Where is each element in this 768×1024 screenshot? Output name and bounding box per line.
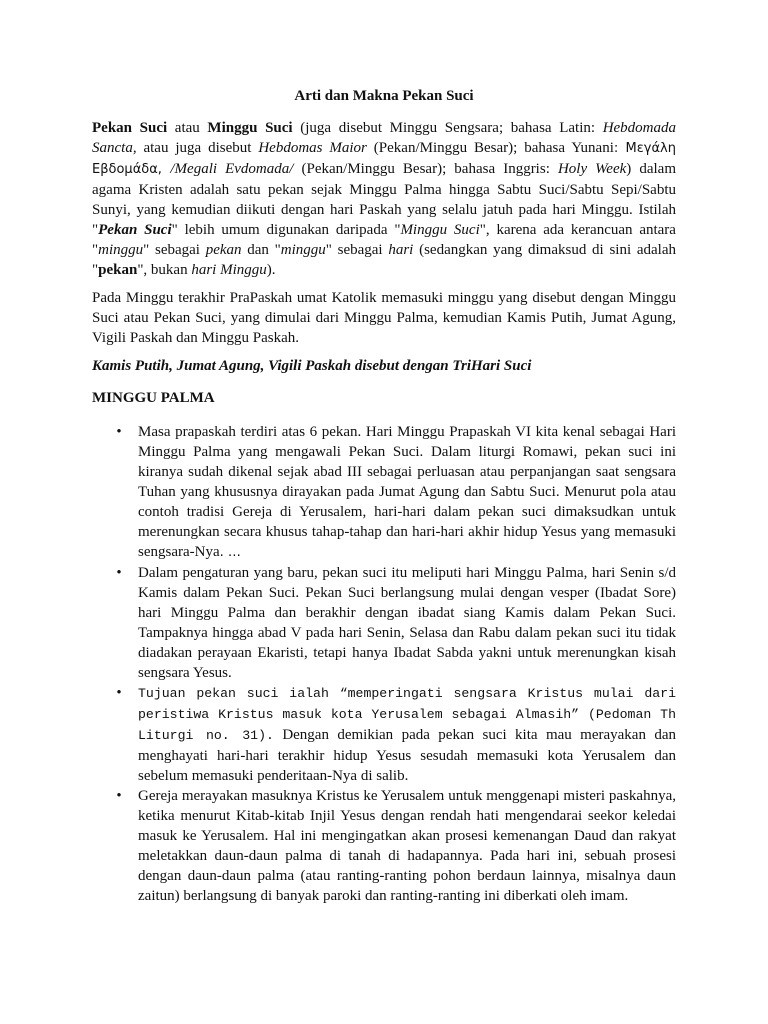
paragraph-prapaskah: Pada Minggu terakhir PraPaskah umat Katolik memasuki minggu yang disebut dengan Minggu Suci atau Pekan Suci, yang dimulai dari Minggu Palma, kemudian Kamis Putih, Jumat Agung, Vigili Paskah dan Minggu Paskah. [92, 290, 676, 346]
text-run: Minggu Suci [400, 222, 480, 238]
bullet-icon: • [116, 788, 122, 804]
text-run: (Pekan/Minggu Besar); bahasa Inggris: [293, 161, 558, 177]
intro-paragraph [92, 118, 676, 280]
text-run: " sebagai [143, 242, 206, 258]
text-run: minggu [280, 242, 326, 258]
list-item-text: Dalam pengaturan yang baru, pekan suci itu meliputi hari Minggu Palma, hari Senin s/d Kamis dalam Pekan Suci. Pekan Suci berlangsung mulai dengan vesper (Ibadat Sore) hari Minggu Palma dan berakhir dengan ibadat siang Kamis dalam Pekan Suci. Tampaknya hingga abad V pada hari Senin, Selasa dan Rabu dalam pekan suci itu tidak diadakan perayaan Ekaristi, tetapi hanya Ibadat Sabda yakni untuk merenungkan kisah sengsara Yesus. [138, 565, 676, 681]
bullet-icon: • [116, 424, 122, 440]
text-run: Pekan Suci [98, 222, 172, 238]
text-run: ", bukan [137, 262, 192, 278]
document-page [92, 86, 676, 906]
text-run: (sedangkan yang dimaksud di sini adalah " [92, 242, 676, 278]
text-run: (juga disebut Minggu Sengsara; bahasa Latin: [292, 120, 603, 136]
text-run: (Pekan/Minggu Besar); bahasa Yunani [366, 140, 614, 156]
document-title: Arti dan Makna Pekan Suci [294, 88, 474, 104]
list-item-text-tail: . … [219, 545, 241, 560]
section-heading-minggu-palma: MINGGU PALMA [92, 390, 215, 406]
quoted-text: Tujuan pekan suci ialah “memperingati sengsara Kristus mulai dari peristiwa Kristus masuk kota Yerusalem sebagai Almasih” (Pedoman Th Liturgi no. 31). [138, 686, 676, 743]
text-run: " lebih umum digunakan daripada " [171, 222, 401, 238]
list-item [92, 786, 676, 906]
text-run: /Megali Evdomada/ [170, 161, 294, 177]
text-run: hari Minggu [191, 262, 267, 278]
greek-text: : Μεγάλη Εβδομάδα, [92, 141, 676, 177]
list-item-text: Masa prapaskah terdiri atas 6 pekan. Hari Minggu Prapaskah VI kita kenal sebagai Hari Minggu Palma yang mengawali Pekan Suci. Dalam liturgi Romawi, pekan suci ini kiranya sudah dikenal sejak abad III sebagai perluasan atau perpanjangan saat sengsara Tuhan yang khususnya dirayakan pada Jumat Agung dan Sabtu Suci. Menurut pola atau contoh tradisi Gereja di Yerusalem, hari-hari dalam pekan suci dimaksudkan untuk merenungkan secara khusus tahap-tahap dan hari-hari akhir hidup Yesus yang memasuki sengsara-Nya [138, 424, 676, 560]
list-item-text: Dengan demikian pada pekan suci kita mau merayakan dan menghayati hari-hari terakhir hidup Yesus sesudah memasuki kota Yerusalem dan sebelum memasuki penderitaan-Nya di salib. [138, 727, 677, 784]
trihari-heading: Kamis Putih, Jumat Agung, Vigili Paskah disebut dengan TriHari Suci [92, 358, 532, 374]
bullet-icon: • [116, 565, 122, 581]
text-run: Hebdomas Maior [258, 140, 367, 156]
bullet-icon: • [116, 685, 122, 701]
text-run: dan " [241, 242, 281, 258]
list-item-text: Gereja merayakan masuknya Kristus ke Yerusalem untuk menggenapi misteri paskahnya, ketika menurut Kitab-kitab Injil Yesus dengan rendah hati mengendarai seekor keledai masuk ke Yerusalem. Hal ini mengingatkan akan prosesi kemenangan Daud dan rakyat meletakkan daun-daun palma di tanah di hadapannya. Pada hari ini, sebuah prosesi dengan daun-daun palma (atau ranting-ranting pohon berdaun lainnya, misalnya daun zaitun) berlangsung di banyak paroki dan ranting-ranting ini diberkati oleh imam. [138, 788, 676, 904]
text-run: pekan [98, 262, 138, 278]
list-item [92, 683, 676, 786]
text-run: ). [266, 262, 276, 278]
text-run: minggu [98, 242, 144, 258]
text-run: Holy Week [557, 161, 627, 177]
list-item [92, 563, 676, 683]
text-run: Minggu Suci [207, 120, 293, 136]
text-run: atau [167, 120, 208, 136]
text-run: pekan [205, 242, 242, 258]
list-item [92, 422, 676, 563]
text-run: ", karena ada kerancuan antara " [92, 222, 676, 258]
bullet-list [92, 422, 676, 906]
text-run: , atau juga disebut [132, 140, 259, 156]
text-run: ) dalam agama Kristen adalah satu pekan sejak Minggu Palma hingga Sabtu Suci/Sabtu Sepi/Sabtu Sunyi, yang kemudian diikuti dengan hari Paskah yang selalu jatuh pada hari Minggu. Istilah " [92, 161, 676, 238]
text-run: hari [388, 242, 414, 258]
text-run: Pekan Suci [92, 120, 168, 136]
text-run: " sebagai [325, 242, 389, 258]
text-run: Hebdomada Sancta [92, 120, 677, 156]
